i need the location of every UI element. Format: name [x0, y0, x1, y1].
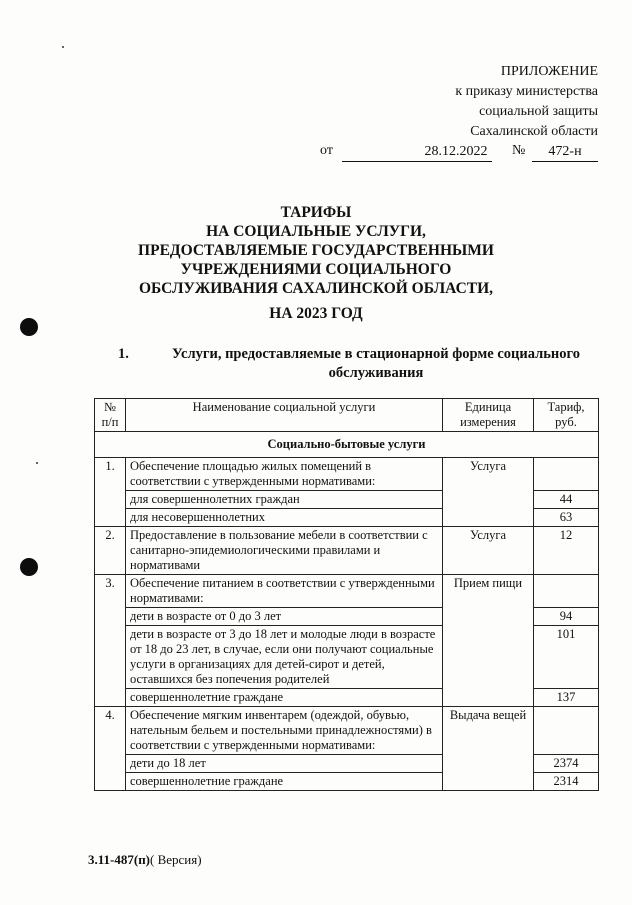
tariff-value: 44: [534, 491, 599, 509]
subservice-name: для несовершеннолетних: [126, 509, 443, 527]
service-name: Обеспечение питанием в соответствии с утвержденными нормативами:: [126, 575, 443, 608]
table-row: [95, 707, 599, 755]
document-version: ( Версия): [150, 852, 202, 867]
service-name: Предоставление в пользование мебели в соответствии с санитарно-эпидемиологическими правилами и нормативами: [126, 527, 443, 575]
row-number: 3.: [95, 575, 126, 707]
tariff-value: 12: [534, 527, 599, 575]
header-name: Наименование социальной услуги: [126, 399, 443, 432]
service-name: Обеспечение площадью жилых помещений в соответствии с утвержденными нормативами:: [126, 458, 443, 491]
header-tariff: Тариф, руб.: [534, 399, 599, 432]
table-row: [95, 458, 599, 491]
category-row: [95, 432, 599, 458]
subservice-name: дети в возрасте от 0 до 3 лет: [126, 608, 443, 626]
subservice-name: совершеннолетние граждане: [126, 689, 443, 707]
title-year-line: НА 2023 ГОД: [269, 305, 363, 322]
tariff-value: 2314: [534, 773, 599, 791]
order-number: 472-н: [532, 143, 598, 162]
order-line: [320, 143, 598, 163]
subservice-name: дети в возрасте от 3 до 18 лет и молодые люди в возрасте от 18 до 23 лет, в случае, если они получают социальные услуги в организациях для детей-сирот и детей, оставшихся без попечения родителей: [126, 626, 443, 689]
row-number: 1.: [95, 458, 126, 527]
service-name: Обеспечение мягким инвентарем (одеждой, обувью, нательным бельем и постельными принадлежностями) в соответствии с утвержденными нормативами:: [126, 707, 443, 755]
punch-hole-bottom: [20, 558, 38, 576]
service-unit: Прием пищи: [443, 575, 534, 707]
service-unit: Услуга: [443, 458, 534, 527]
title-line: НА СОЦИАЛЬНЫЕ УСЛУГИ,: [206, 223, 426, 240]
tariff-value: 94: [534, 608, 599, 626]
document-title: [0, 203, 632, 323]
tariff-cell-empty: [534, 575, 599, 608]
appendix-line: Сахалинской области: [470, 124, 598, 139]
tariff-value: 2374: [534, 755, 599, 773]
subservice-name: совершеннолетние граждане: [126, 773, 443, 791]
tariff-cell-empty: [534, 458, 599, 491]
order-from-label: от: [320, 143, 333, 158]
appendix-line: социальной защиты: [479, 104, 598, 119]
order-date: 28.12.2022: [342, 143, 492, 162]
section-title-line: обслуживания: [328, 365, 424, 381]
subservice-name: для совершеннолетних граждан: [126, 491, 443, 509]
subservice-name: дети до 18 лет: [126, 755, 443, 773]
tariff-value: 101: [534, 626, 599, 689]
order-number-label: №: [512, 143, 526, 158]
service-unit: Выдача вещей: [443, 707, 534, 791]
section-title-line: Услуги, предоставляемые в стационарной форме социального: [171, 346, 580, 362]
tariffs-table: [94, 398, 599, 791]
service-unit: Услуга: [443, 527, 534, 575]
title-line: УЧРЕЖДЕНИЯМИ СОЦИАЛЬНОГО: [180, 261, 452, 278]
title-line: ПРЕДОСТАВЛЯЕМЫЕ ГОСУДАРСТВЕННЫМИ: [138, 242, 494, 259]
appendix-title: ПРИЛОЖЕНИЕ: [500, 64, 598, 79]
header-unit: Единица измерения: [443, 399, 534, 432]
tariff-value: 137: [534, 689, 599, 707]
document-code: 3.11-487(п): [88, 852, 151, 867]
tariff-value: 63: [534, 509, 599, 527]
row-number: 4.: [95, 707, 126, 791]
appendix-block: [455, 62, 598, 142]
document-footer: [88, 852, 202, 868]
appendix-line: к приказу министерства: [455, 84, 598, 99]
title-line: ОБСЛУЖИВАНИЯ САХАЛИНСКОЙ ОБЛАСТИ,: [138, 280, 494, 297]
tariff-cell-empty: [534, 707, 599, 755]
table-header-row: [95, 399, 599, 432]
table-row: [95, 575, 599, 608]
title-line: ТАРИФЫ: [280, 204, 352, 221]
header-num: № п/п: [95, 399, 126, 432]
section-number: 1.: [118, 346, 129, 362]
category-label: Социально-бытовые услуги: [95, 432, 599, 458]
scan-speck: [62, 46, 64, 48]
table-row: [95, 527, 599, 575]
row-number: 2.: [95, 527, 126, 575]
scan-speck: [36, 462, 38, 464]
